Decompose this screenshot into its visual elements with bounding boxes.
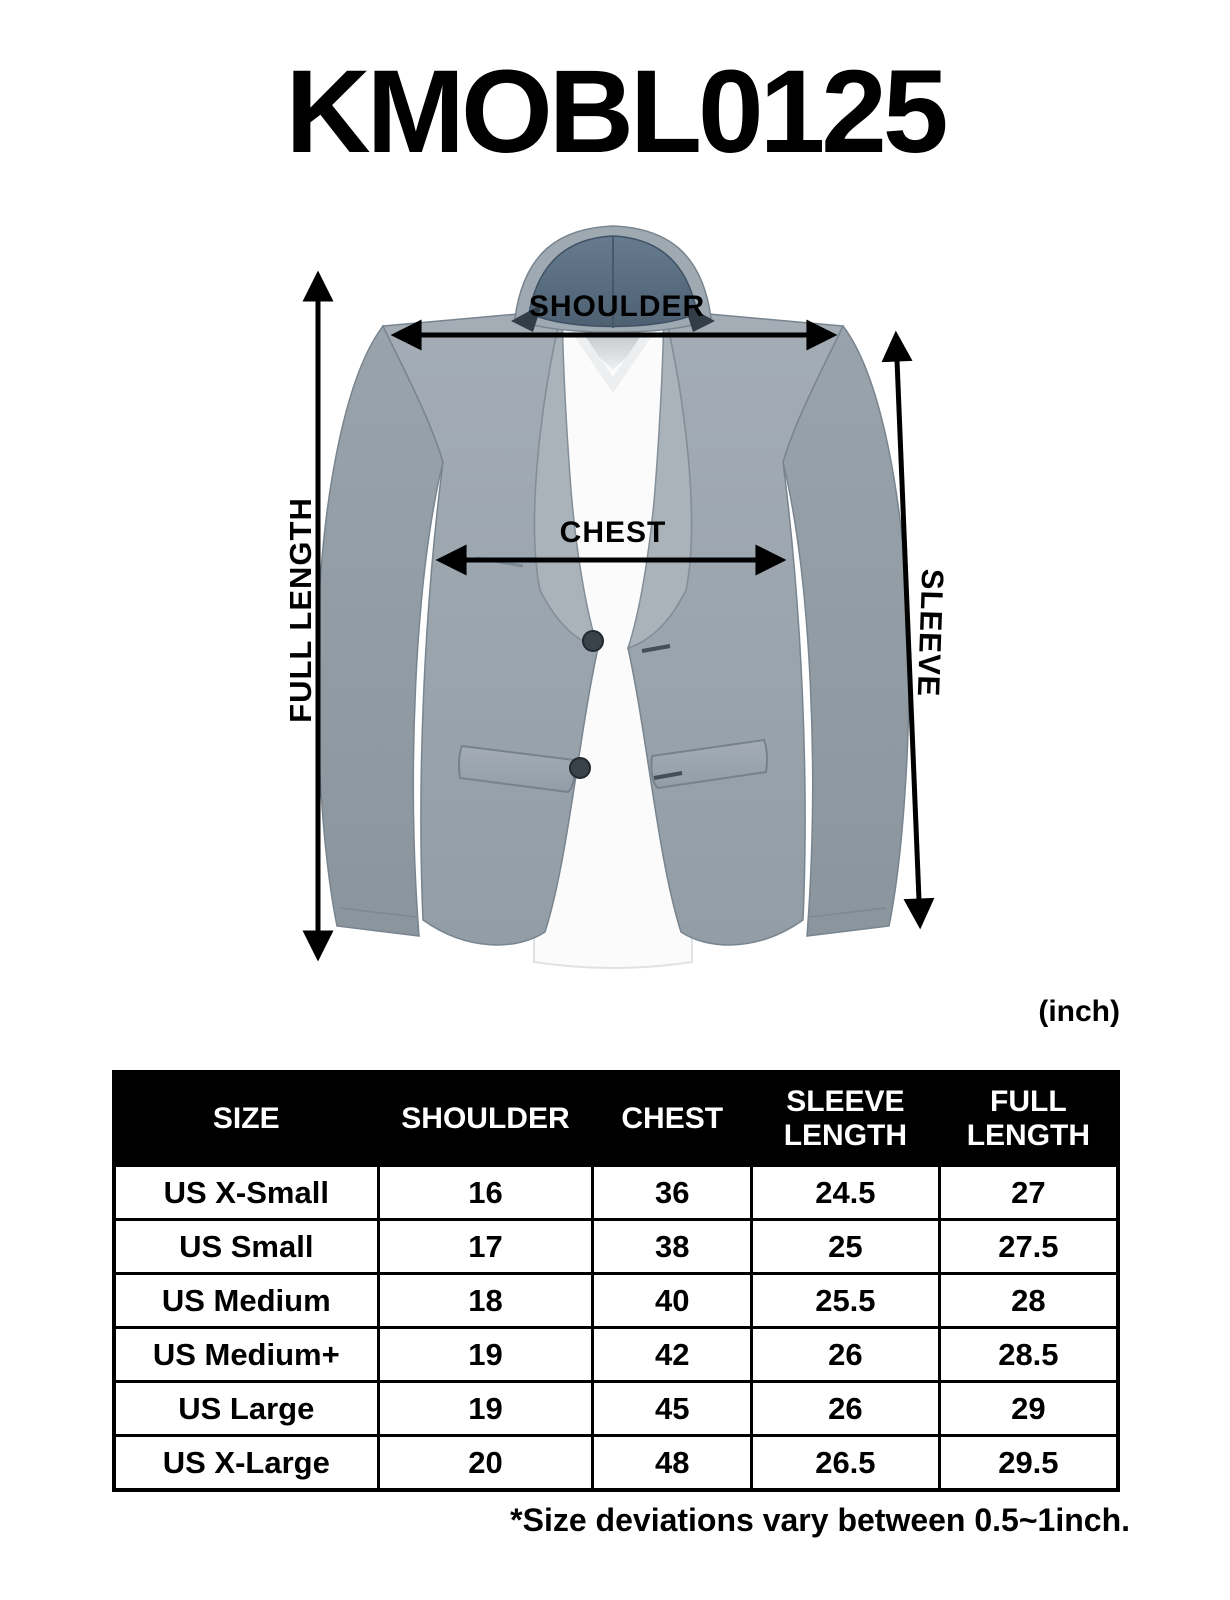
size-cell: US Large (114, 1382, 378, 1436)
full-length-cell: 27 (939, 1166, 1118, 1220)
size-table (112, 1070, 1120, 1492)
sleeve-length-cell: 24.5 (752, 1166, 940, 1220)
table-row (114, 1220, 1118, 1274)
chest-cell: 42 (593, 1328, 752, 1382)
full-length-cell: 28 (939, 1274, 1118, 1328)
sleeve-length-cell: 25.5 (752, 1274, 940, 1328)
size-cell: US X-Large (114, 1436, 378, 1491)
header-size: SIZE (114, 1072, 378, 1166)
chest-cell: 40 (593, 1274, 752, 1328)
header-shoulder: SHOULDER (378, 1072, 593, 1166)
top-button (583, 631, 603, 651)
shoulder-cell: 18 (378, 1274, 593, 1328)
chest-label: CHEST (559, 516, 667, 549)
table-row (114, 1382, 1118, 1436)
full-length-cell: 28.5 (939, 1328, 1118, 1382)
chest-cell: 48 (593, 1436, 752, 1491)
size-table-header-row (114, 1072, 1118, 1166)
full-length-label: FULL LENGTH (283, 497, 318, 723)
shoulder-cell: 19 (378, 1328, 593, 1382)
sleeve-length-cell: 26 (752, 1328, 940, 1382)
header-full-length: FULL LENGTH (939, 1072, 1118, 1166)
shoulder-cell: 19 (378, 1382, 593, 1436)
size-cell: US X-Small (114, 1166, 378, 1220)
chest-cell: 36 (593, 1166, 752, 1220)
footnote: *Size deviations vary between 0.5~1inch. (510, 1502, 1130, 1538)
bottom-button (570, 758, 590, 778)
chest-cell: 45 (593, 1382, 752, 1436)
shoulder-cell: 17 (378, 1220, 593, 1274)
shoulder-label: SHOULDER (528, 290, 706, 323)
size-cell: US Small (114, 1220, 378, 1274)
size-cell: US Medium+ (114, 1328, 378, 1382)
full-length-cell: 27.5 (939, 1220, 1118, 1274)
table-row (114, 1436, 1118, 1491)
sleeve-length-cell: 26.5 (752, 1436, 940, 1491)
unit-label: (inch) (1038, 995, 1120, 1028)
table-row (114, 1328, 1118, 1382)
shoulder-cell: 20 (378, 1436, 593, 1491)
chest-cell: 38 (593, 1220, 752, 1274)
header-sleeve-length: SLEEVE LENGTH (752, 1072, 940, 1166)
sleeve-length-cell: 26 (752, 1382, 940, 1436)
full-length-cell: 29 (939, 1382, 1118, 1436)
table-row (114, 1166, 1118, 1220)
shoulder-cell: 16 (378, 1166, 593, 1220)
full-length-cell: 29.5 (939, 1436, 1118, 1491)
size-cell: US Medium (114, 1274, 378, 1328)
sleeve-length-cell: 25 (752, 1220, 940, 1274)
table-row (114, 1274, 1118, 1328)
sleeve-label: SLEEVE (910, 568, 951, 698)
product-code-title: KMOBL0125 (285, 46, 945, 178)
header-chest: CHEST (593, 1072, 752, 1166)
